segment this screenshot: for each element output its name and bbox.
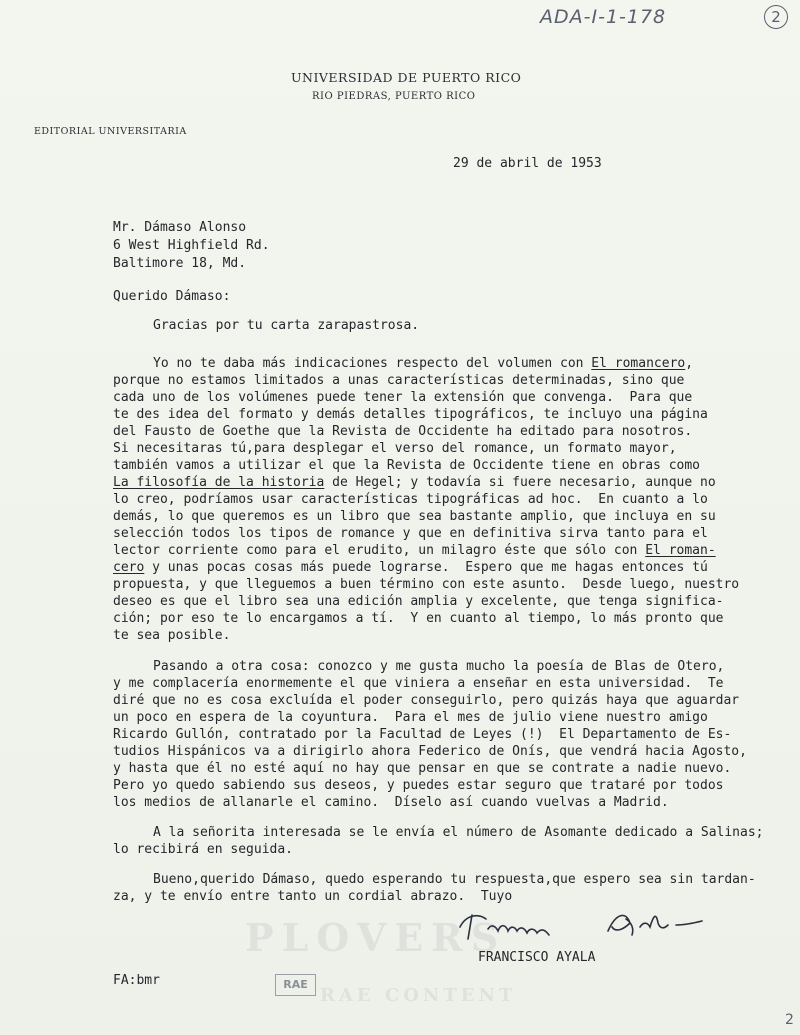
recipient-city: Baltimore 18, Md. bbox=[113, 256, 247, 271]
corner-number: 2 bbox=[785, 1012, 794, 1028]
body-line: cada uno de los volúmenes puede tener la extensión que convenga. Para que bbox=[113, 390, 693, 405]
body-line: cero y unas pocas cosas más puede lograrse. Espero que me hagas entonces tú bbox=[113, 560, 708, 575]
body-line: A la señorita interesada se le envía el número de Asomante dedicado a Salinas; bbox=[153, 825, 764, 840]
body-line: La filosofía de la historia de Hegel; y todavía si fuere necesario, aunque no bbox=[113, 475, 716, 490]
body-line: un poco en espera de la coyuntura. Para el mes de julio viene nuestro amigo bbox=[113, 710, 708, 725]
underlined-title: La filosofía de la historia bbox=[113, 475, 325, 490]
body-line: te sea posible. bbox=[113, 628, 231, 643]
underlined-title: cero bbox=[113, 560, 145, 575]
recipient-name: Mr. Dámaso Alonso bbox=[113, 220, 247, 235]
body-line: del Fausto de Goethe que la Revista de Occidente ha editado para nosotros. bbox=[113, 424, 693, 439]
body-line: Pasando a otra cosa: conozco y me gusta mucho la poesía de Blas de Otero, bbox=[153, 659, 725, 674]
salutation: Querido Dámaso: bbox=[113, 289, 231, 304]
archive-code: ADA-I-1-178 bbox=[540, 6, 667, 28]
body-line: Bueno,querido Dámaso, quedo esperando tu respuesta,que espero sea sin tardan- bbox=[153, 872, 756, 887]
body-line: lector corriente como para el erudito, un milagro éste que sólo con El roman- bbox=[113, 543, 716, 558]
body-line: Ricardo Gullón, contratado por la Facultad de Leyes (!) El Departamento de Es- bbox=[113, 727, 732, 742]
body-line: ción; por eso te lo encargamos a tí. Y en cuanto al tiempo, lo más pronto que bbox=[113, 611, 724, 626]
body-line: propuesta, y que lleguemos a buen término con este asunto. Desde luego, nuestro bbox=[113, 577, 740, 592]
underlined-title: El romancero bbox=[591, 356, 686, 371]
body-line: demás, lo que queremos es un libro que sea bastante amplio, que incluya en su bbox=[113, 509, 716, 524]
underlined-title: El roman- bbox=[645, 543, 716, 558]
body-line: Yo no te daba más indicaciones respecto del volumen con El romancero, bbox=[153, 356, 694, 371]
body-line: los medios de allanarle el camino. Díselo así cuando vuelvas a Madrid. bbox=[113, 795, 669, 810]
typed-signature: FRANCISCO AYALA bbox=[478, 950, 596, 965]
body-line: Gracias por tu carta zarapastrosa. bbox=[153, 318, 420, 333]
body-line: y hasta que él no esté aquí no hay que pensar en que se contrate a nadie nuevo. bbox=[113, 761, 732, 776]
recipient-street: 6 West Highfield Rd. bbox=[113, 238, 270, 253]
page-number-circle: 2 bbox=[764, 5, 788, 29]
letterhead-university: UNIVERSIDAD DE PUERTO RICO bbox=[291, 70, 522, 85]
body-line: también vamos a utilizar el que la Revista de Occidente tiene en obras como bbox=[113, 458, 700, 473]
body-line: porque no estamos limitados a unas características determinadas, sino que bbox=[113, 373, 685, 388]
watermark-main: PLOVERS bbox=[245, 915, 507, 960]
body-line: za, y te envío entre tanto un cordial abrazo. Tuyo bbox=[113, 889, 513, 904]
letterhead-city: RIO PIEDRAS, PUERTO RICO bbox=[312, 91, 476, 102]
body-line: tudios Hispánicos va a dirigirlo ahora Federico de Onís, que vendrá hacia Agosto, bbox=[113, 744, 747, 759]
typist-initials: FA:bmr bbox=[113, 973, 160, 988]
body-line: selección todos los tipos de romance y que en definitiva sirva tanto para el bbox=[113, 526, 708, 541]
body-line: te des idea del formato y demás detalles tipográficos, te incluyo una página bbox=[113, 407, 708, 422]
body-line: lo recibirá en seguida. bbox=[113, 842, 294, 857]
body-line: lo creo, podríamos usar características tipográficas ad hoc. En cuanto a lo bbox=[113, 492, 708, 507]
letter-date: 29 de abril de 1953 bbox=[453, 156, 602, 171]
body-line: Si necesitaras tú,para desplegar el verso del romance, un formato mayor, bbox=[113, 441, 677, 456]
letterhead-department: EDITORIAL UNIVERSITARIA bbox=[34, 126, 187, 137]
handwritten-signature bbox=[458, 905, 738, 945]
rae-stamp: RAE bbox=[275, 974, 316, 996]
body-line: diré que no es cosa excluída el poder conseguirlo, pero quizás haya que aguardar bbox=[113, 693, 740, 708]
watermark-sub: RAE CONTENT bbox=[320, 985, 517, 1006]
body-line: deseo es que el libro sea una edición amplia y excelente, que tenga significa- bbox=[113, 594, 724, 609]
body-line: Pero yo quedo sabiendo sus deseos, y puedes estar seguro que trataré por todos bbox=[113, 778, 724, 793]
body-line: y me complacería enormemente el que viniera a enseñar en esta universidad. Te bbox=[113, 676, 724, 691]
